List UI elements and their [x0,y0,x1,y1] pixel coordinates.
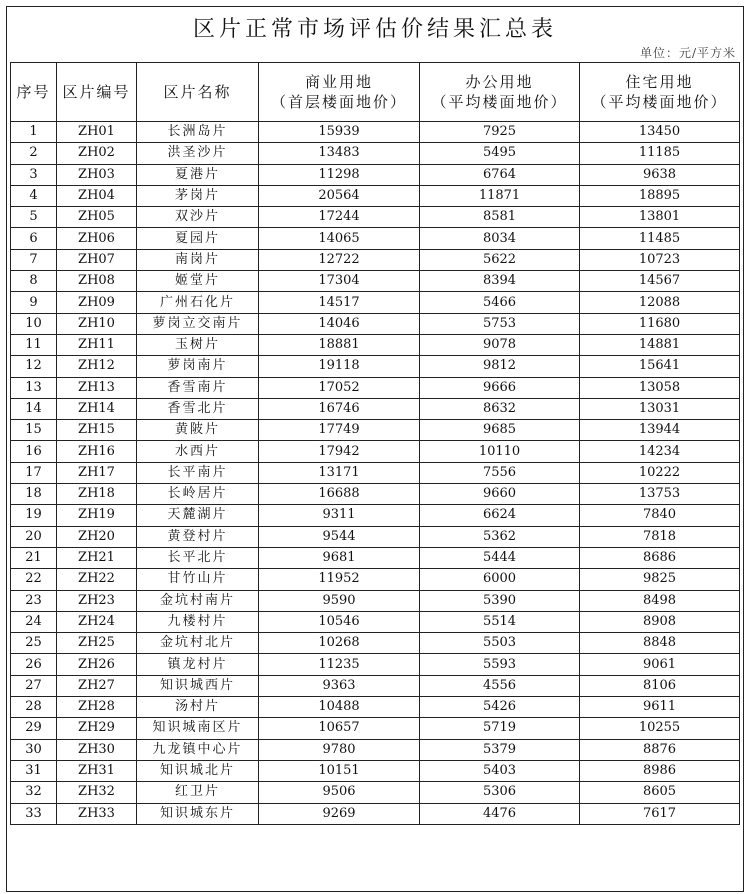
cell-index: 6 [11,228,57,249]
cell-commercial: 14046 [259,313,420,334]
cell-office: 5514 [420,611,580,632]
header-residential [580,63,740,122]
table-row [11,633,740,654]
cell-commercial: 10546 [259,611,420,632]
table-row [11,207,740,228]
cell-office: 5362 [420,526,580,547]
cell-residential: 18895 [580,185,740,206]
cell-name: 长平北片 [137,547,259,568]
cell-index: 23 [11,590,57,611]
cell-commercial: 9681 [259,547,420,568]
cell-office: 9812 [420,356,580,377]
cell-office: 5719 [420,718,580,739]
cell-code: ZH11 [57,334,137,355]
cell-commercial: 9590 [259,590,420,611]
table-row [11,185,740,206]
cell-name: 黄陂片 [137,420,259,441]
cell-code: ZH07 [57,249,137,270]
cell-index: 18 [11,484,57,505]
cell-office: 7925 [420,122,580,143]
cell-code: ZH16 [57,441,137,462]
cell-index: 12 [11,356,57,377]
cell-code: ZH10 [57,313,137,334]
cell-name: 香雪北片 [137,398,259,419]
table-row [11,122,740,143]
cell-index: 14 [11,398,57,419]
cell-office: 5622 [420,249,580,270]
cell-name: 长平南片 [137,462,259,483]
cell-office: 7556 [420,462,580,483]
cell-code: ZH06 [57,228,137,249]
cell-code: ZH22 [57,569,137,590]
cell-commercial: 17942 [259,441,420,462]
cell-code: ZH26 [57,654,137,675]
table-row [11,398,740,419]
cell-office: 6764 [420,164,580,185]
cell-office: 5495 [420,143,580,164]
cell-residential: 9611 [580,697,740,718]
cell-commercial: 9311 [259,505,420,526]
cell-commercial: 9363 [259,675,420,696]
cell-residential: 14234 [580,441,740,462]
cell-name: 九楼村片 [137,611,259,632]
table-row [11,462,740,483]
cell-commercial: 14517 [259,292,420,313]
cell-name: 萝岗南片 [137,356,259,377]
table-body [11,122,740,825]
cell-commercial: 17304 [259,271,420,292]
cell-commercial: 9780 [259,739,420,760]
cell-name: 夏园片 [137,228,259,249]
unit-label: 单位：元/平方米 [639,46,736,60]
cell-office: 9666 [420,377,580,398]
cell-residential: 13753 [580,484,740,505]
header-commercial-line1: 商业用地 [304,73,373,91]
cell-code: ZH18 [57,484,137,505]
cell-commercial: 9269 [259,803,420,824]
table-row [11,803,740,824]
table-row [11,164,740,185]
cell-residential: 8498 [580,590,740,611]
cell-index: 17 [11,462,57,483]
cell-name: 长洲岛片 [137,122,259,143]
cell-commercial: 10488 [259,697,420,718]
cell-office: 10110 [420,441,580,462]
cell-index: 1 [11,122,57,143]
cell-residential: 13058 [580,377,740,398]
cell-commercial: 16746 [259,398,420,419]
cell-index: 31 [11,760,57,781]
cell-commercial: 15939 [259,122,420,143]
cell-code: ZH24 [57,611,137,632]
cell-code: ZH02 [57,143,137,164]
table-row [11,420,740,441]
cell-office: 8034 [420,228,580,249]
cell-code: ZH03 [57,164,137,185]
cell-office: 8394 [420,271,580,292]
cell-code: ZH27 [57,675,137,696]
table-row [11,760,740,781]
table-row [11,143,740,164]
cell-commercial: 19118 [259,356,420,377]
header-office-line1: 办公用地 [465,73,534,91]
cell-index: 25 [11,633,57,654]
table-row [11,441,740,462]
cell-name: 洪圣沙片 [137,143,259,164]
cell-index: 15 [11,420,57,441]
cell-commercial: 13483 [259,143,420,164]
cell-index: 33 [11,803,57,824]
cell-office: 5753 [420,313,580,334]
table-row [11,739,740,760]
cell-residential: 12088 [580,292,740,313]
cell-commercial: 17052 [259,377,420,398]
cell-index: 24 [11,611,57,632]
cell-residential: 8605 [580,782,740,803]
table-row [11,249,740,270]
cell-index: 16 [11,441,57,462]
cell-office: 5306 [420,782,580,803]
table-row [11,334,740,355]
cell-index: 28 [11,697,57,718]
table-row [11,611,740,632]
cell-residential: 14881 [580,334,740,355]
table-row [11,697,740,718]
cell-office: 6000 [420,569,580,590]
cell-name: 玉树片 [137,334,259,355]
cell-residential: 11185 [580,143,740,164]
table-row [11,228,740,249]
cell-commercial: 11952 [259,569,420,590]
cell-code: ZH23 [57,590,137,611]
header-residential-line2: （平均楼面地价） [591,93,728,111]
cell-name: 镇龙村片 [137,654,259,675]
cell-residential: 7818 [580,526,740,547]
table-row [11,292,740,313]
cell-residential: 10255 [580,718,740,739]
cell-index: 20 [11,526,57,547]
cell-office: 4476 [420,803,580,824]
cell-code: ZH08 [57,271,137,292]
cell-index: 5 [11,207,57,228]
cell-office: 5466 [420,292,580,313]
cell-office: 6624 [420,505,580,526]
cell-commercial: 10657 [259,718,420,739]
cell-residential: 11680 [580,313,740,334]
cell-commercial: 17749 [259,420,420,441]
cell-code: ZH04 [57,185,137,206]
cell-index: 26 [11,654,57,675]
cell-index: 13 [11,377,57,398]
cell-index: 2 [11,143,57,164]
cell-code: ZH28 [57,697,137,718]
cell-index: 27 [11,675,57,696]
cell-commercial: 18881 [259,334,420,355]
cell-name: 知识城西片 [137,675,259,696]
table-row [11,547,740,568]
cell-code: ZH09 [57,292,137,313]
document-title: 区片正常市场评估价结果汇总表 [192,17,557,42]
cell-commercial: 16688 [259,484,420,505]
cell-index: 29 [11,718,57,739]
cell-code: ZH12 [57,356,137,377]
cell-code: ZH21 [57,547,137,568]
cell-office: 9660 [420,484,580,505]
cell-code: ZH14 [57,398,137,419]
table-row [11,271,740,292]
cell-code: ZH29 [57,718,137,739]
cell-commercial: 10151 [259,760,420,781]
cell-index: 22 [11,569,57,590]
cell-code: ZH33 [57,803,137,824]
cell-index: 19 [11,505,57,526]
cell-name: 香雪南片 [137,377,259,398]
cell-office: 5593 [420,654,580,675]
cell-residential: 13944 [580,420,740,441]
cell-office: 4556 [420,675,580,696]
cell-office: 5403 [420,760,580,781]
cell-residential: 13031 [580,398,740,419]
cell-residential: 8876 [580,739,740,760]
cell-name: 甘竹山片 [137,569,259,590]
cell-residential: 8986 [580,760,740,781]
cell-residential: 8908 [580,611,740,632]
cell-residential: 7840 [580,505,740,526]
cell-commercial: 13171 [259,462,420,483]
header-office-line2: （平均楼面地价） [431,93,568,111]
cell-name: 广州石化片 [137,292,259,313]
table-row [11,505,740,526]
header-commercial [259,63,420,122]
cell-residential: 10222 [580,462,740,483]
table-row [11,675,740,696]
cell-commercial: 12722 [259,249,420,270]
cell-residential: 9061 [580,654,740,675]
cell-name: 金坑村北片 [137,633,259,654]
cell-name: 金坑村南片 [137,590,259,611]
cell-office: 5379 [420,739,580,760]
cell-code: ZH13 [57,377,137,398]
cell-name: 萝岗立交南片 [137,313,259,334]
cell-name: 黄登村片 [137,526,259,547]
cell-residential: 11485 [580,228,740,249]
cell-office: 9078 [420,334,580,355]
table-row [11,782,740,803]
cell-residential: 7617 [580,803,740,824]
cell-office: 5390 [420,590,580,611]
cell-name: 水西片 [137,441,259,462]
table-row [11,526,740,547]
cell-commercial: 10268 [259,633,420,654]
header-code: 区片编号 [57,63,137,122]
cell-code: ZH17 [57,462,137,483]
cell-commercial: 9506 [259,782,420,803]
cell-residential: 14567 [580,271,740,292]
cell-commercial: 11235 [259,654,420,675]
cell-code: ZH05 [57,207,137,228]
cell-office: 8581 [420,207,580,228]
cell-commercial: 17244 [259,207,420,228]
cell-name: 夏港片 [137,164,259,185]
cell-index: 30 [11,739,57,760]
table-row [11,718,740,739]
cell-residential: 9825 [580,569,740,590]
cell-residential: 15641 [580,356,740,377]
cell-code: ZH20 [57,526,137,547]
cell-name: 天麓湖片 [137,505,259,526]
cell-residential: 9638 [580,164,740,185]
cell-index: 9 [11,292,57,313]
table-row [11,590,740,611]
cell-name: 长岭居片 [137,484,259,505]
cell-code: ZH31 [57,760,137,781]
cell-name: 知识城南区片 [137,718,259,739]
header-office [420,63,580,122]
cell-name: 知识城北片 [137,760,259,781]
cell-residential: 8106 [580,675,740,696]
header-residential-line1: 住宅用地 [625,73,694,91]
table-header-row [11,63,740,122]
cell-code: ZH19 [57,505,137,526]
cell-code: ZH30 [57,739,137,760]
cell-office: 5426 [420,697,580,718]
header-commercial-line2: （首层楼面地价） [270,93,407,111]
cell-name: 知识城东片 [137,803,259,824]
cell-residential: 8686 [580,547,740,568]
cell-name: 姬堂片 [137,271,259,292]
cell-name: 九龙镇中心片 [137,739,259,760]
cell-index: 8 [11,271,57,292]
cell-name: 汤村片 [137,697,259,718]
header-index: 序号 [11,63,57,122]
cell-residential: 8848 [580,633,740,654]
cell-office: 9685 [420,420,580,441]
cell-index: 7 [11,249,57,270]
price-table [10,62,740,825]
table-row [11,569,740,590]
table-row [11,356,740,377]
cell-code: ZH32 [57,782,137,803]
cell-code: ZH01 [57,122,137,143]
table-row [11,654,740,675]
cell-office: 8632 [420,398,580,419]
cell-index: 21 [11,547,57,568]
table-row [11,377,740,398]
cell-code: ZH25 [57,633,137,654]
cell-index: 3 [11,164,57,185]
cell-name: 茅岗片 [137,185,259,206]
cell-commercial: 14065 [259,228,420,249]
cell-residential: 13801 [580,207,740,228]
cell-commercial: 9544 [259,526,420,547]
cell-commercial: 20564 [259,185,420,206]
cell-office: 11871 [420,185,580,206]
cell-index: 11 [11,334,57,355]
table-row [11,313,740,334]
cell-residential: 10723 [580,249,740,270]
cell-name: 双沙片 [137,207,259,228]
cell-index: 4 [11,185,57,206]
cell-residential: 13450 [580,122,740,143]
cell-index: 32 [11,782,57,803]
cell-office: 5444 [420,547,580,568]
cell-name: 红卫片 [137,782,259,803]
cell-code: ZH15 [57,420,137,441]
cell-commercial: 11298 [259,164,420,185]
cell-name: 南岗片 [137,249,259,270]
cell-index: 10 [11,313,57,334]
table-row [11,484,740,505]
header-name: 区片名称 [137,63,259,122]
cell-office: 5503 [420,633,580,654]
